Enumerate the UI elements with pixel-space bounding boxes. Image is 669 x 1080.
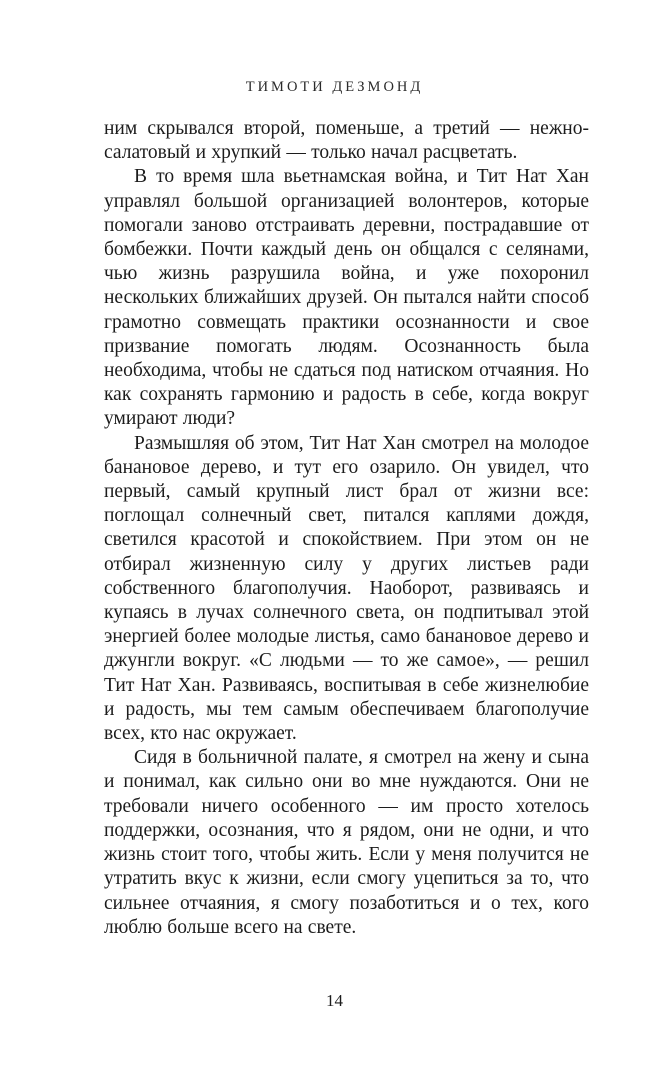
paragraph: Сидя в больничной палате, я смотрел на жену и сына и понимал, как сильно они во мне нуждаются. Они не требовали ничего особенного — им просто хотелось поддержки, осознания, что я рядом, они не одни, и что жизнь стоит того, чтобы жить. Если у меня получится не утратить вкус к жизни, если смогу уцепиться за то, что сильнее отчаяния, я смогу позаботиться и о тех, кого люблю больше всего на свете. — [104, 747, 589, 938]
paragraph-continuation: ним скрывался второй, поменьше, а третий — нежно-салатовый и хрупкий — только начал расцветать. — [104, 118, 589, 164]
paragraph: В то время шла вьетнамская война, и Тит Нат Хан управлял большой организацией волонтеров, которые помогали заново отстраивать деревни, пострадавшие от бомбежки. Почти каждый день он общался с селянами, чью жизнь разрушила война, и уже похоронил нескольких ближайших друзей. Он пытался найти способ грамотно совмещать практики осознанности и свое призвание помогать людям. Осознанность была необходима, чтобы не сдаться под натиском отчаяния. Но как сохранять гармонию и радость в себе, когда вокруг умирают люди? — [104, 166, 589, 430]
paragraph: Размышляя об этом, Тит Нат Хан смотрел на молодое банановое дерево, и тут его озарило. Он увидел, что первый, самый крупный лист брал от жизни все: поглощал солнечный свет, питался каплями дождя, светился красотой и спокойствием. При этом он не отбирал жизненную силу у других листьев ради собственного благополучия. Наоборот, развиваясь и купаясь в лучах солнечного света, он подпитывал этой энергией более молодые листья, само банановое дерево и джунгли вокруг. «С людьми — то же самое», — решил Тит Нат Хан. Развиваясь, воспитывая в себе жизнелюбие и радость, мы тем самым обеспечиваем благополучие всех, кто нас окружает. — [104, 432, 589, 745]
running-header-author: ТИМОТИ ДЕЗМОНД — [245, 79, 424, 95]
body-text — [104, 117, 589, 940]
page-number: 14 — [326, 991, 343, 1010]
